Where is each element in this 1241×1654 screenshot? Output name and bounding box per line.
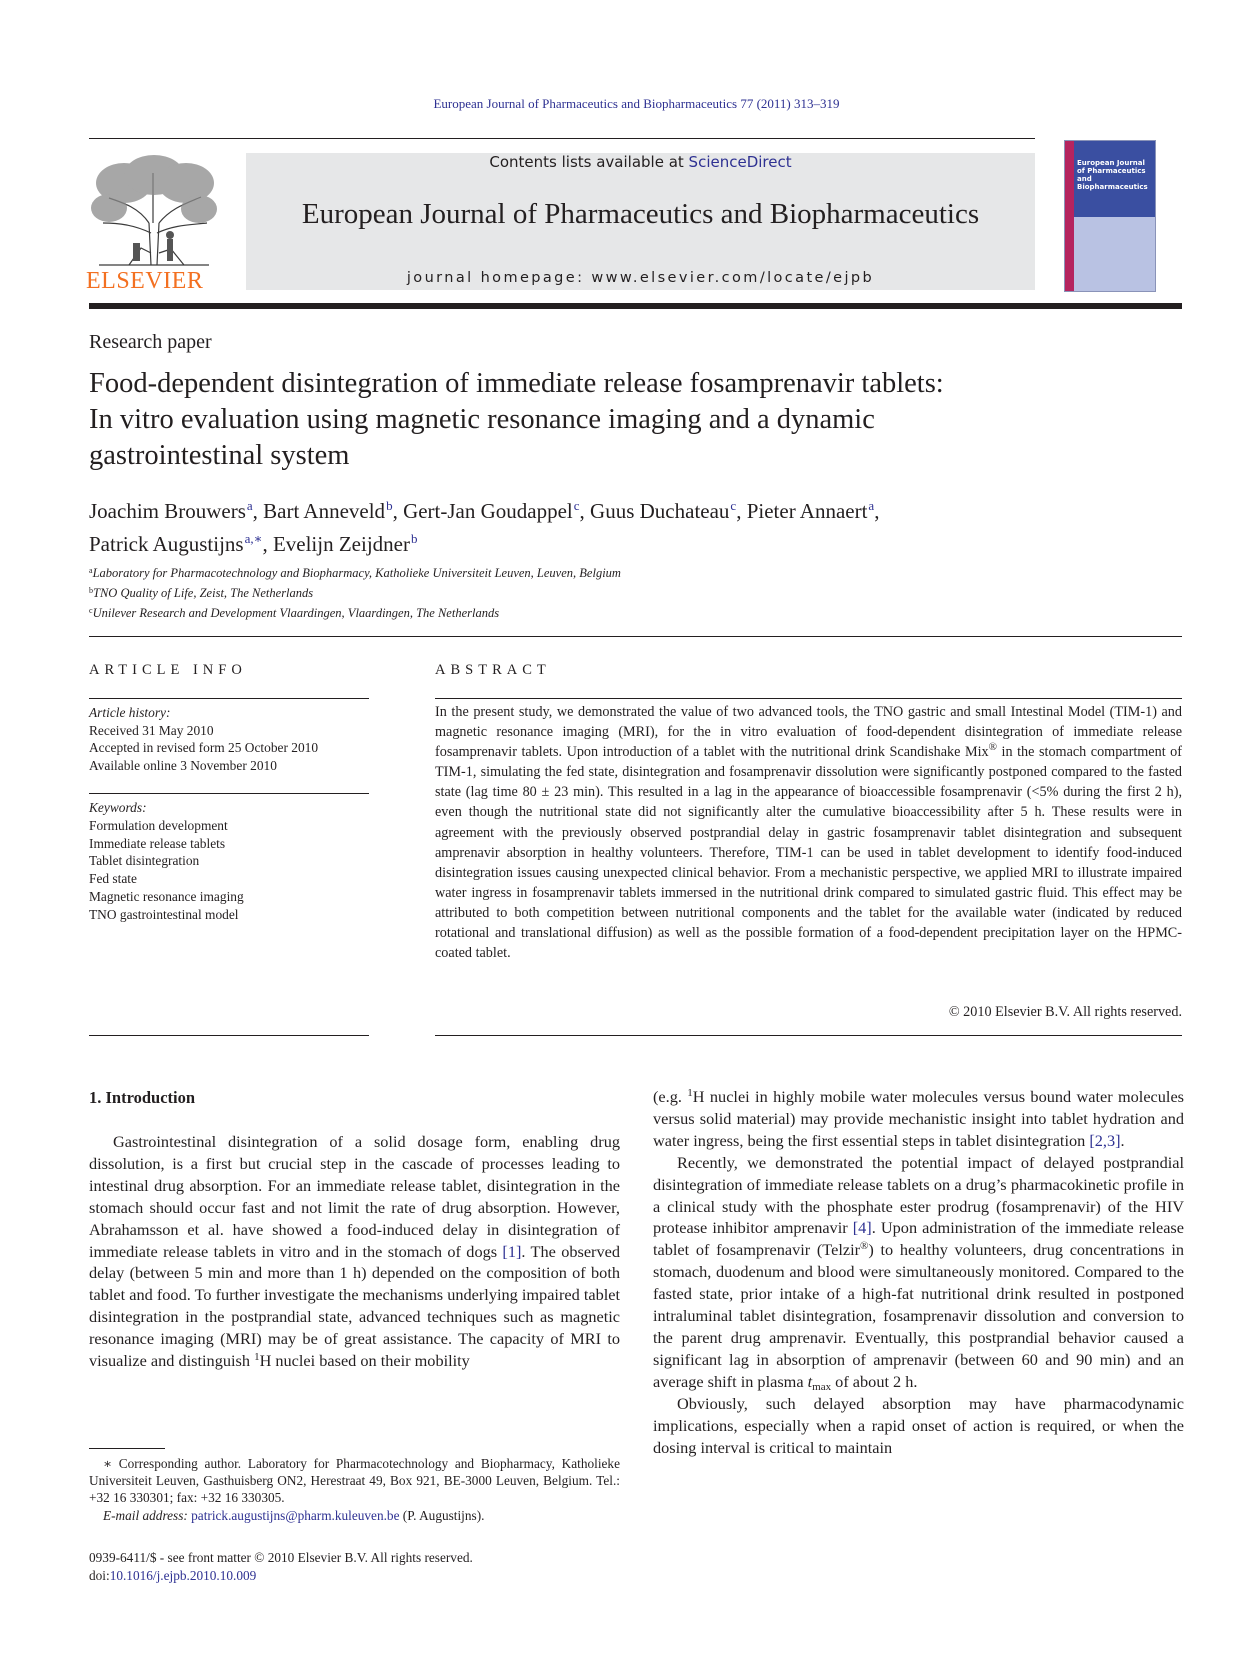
author-name: Gert-Jan Goudappel	[403, 499, 573, 523]
header-thick-rule	[89, 303, 1182, 309]
text-run: .	[1120, 1130, 1125, 1150]
author-name: Pieter Annaert	[746, 499, 868, 523]
cover-side-strip	[1065, 141, 1074, 291]
keyword: TNO gastrointestinal model	[89, 906, 239, 922]
email-label: E-mail address:	[103, 1507, 192, 1523]
abstract-bottom-rule	[435, 1035, 1182, 1036]
front-matter-info	[89, 1549, 473, 1584]
elsevier-wordmark: ELSEVIER	[86, 268, 204, 294]
article-title	[89, 366, 1209, 474]
paragraph: Obviously, such delayed absorption may have pharmacodynamic implications, especially when a rapid onset of action is required, or when the dosing interval is critical to maintain	[653, 1393, 1184, 1457]
history-rule	[89, 793, 369, 794]
title-line: gastrointestinal system	[89, 440, 350, 471]
title-line: In vitro evaluation using magnetic resonance imaging and a dynamic	[89, 404, 875, 435]
author-affiliation-mark[interactable]: b	[411, 531, 418, 546]
article-history-label: Article history:	[89, 705, 171, 720]
keyword: Formulation development	[89, 817, 228, 833]
abstract-part: in the stomach compartment of TIM-1, simulating the fed state, disintegration and fosamprenavir dissolution were significantly postponed compared to the fasted state (lag time 80 ± 23 min). This resulted in a lag in the appearance of bioaccessible fosamprenavir (<5% during the first 2 h), even though the nutritional state did not significantly alter the cumulative bioaccessibility after 5 h. These results were in agreement with the previously observed postprandial delay in gastric fosamprenavir tablet disintegration and subsequent amprenavir absorption in healthy volunteers. Therefore, TIM-1 can be used in tablet development to identify food-induced disintegration issues causing unexpected clinical behavior. From a mechanistic perspective, we applied MRI to illustrate impaired water ingress in fosamprenavir tablets immersed in the nutritional drink compared to simulated gastric fluid. This effect may be attributed to both competition between nutritional components and the tablet for the available water (indicated by reduced rotational and translational diffusion) as well as the possible formation of a food-dependent precipitation layer on the HPMC-coated tablet.	[435, 744, 1182, 962]
paragraph	[653, 1152, 1184, 1393]
footnote-rule	[89, 1448, 165, 1449]
affiliation-mark: c	[89, 606, 93, 615]
affiliation-mark: a	[89, 566, 93, 575]
footnote-body	[89, 1455, 620, 1507]
keyword: Fed state	[89, 871, 137, 887]
abstract-part: In the present study, we demonstrated the value of two advanced tools, the TNO gastric and small Intestinal Model (TIM-1) and magnetic resonance imaging (MRI), for the in vitro evaluation of food-dependent disintegration of immediate release fosamprenavir tablets. Upon introduction of a tablet with the nutritional drink Scandishake Mix	[435, 704, 1182, 761]
reference-link[interactable]: [1]	[502, 1241, 522, 1261]
history-entry: Received 31 May 2010	[89, 722, 214, 738]
affiliation	[89, 602, 621, 622]
doi-link[interactable]: 10.1016/j.ejpb.2010.10.009	[109, 1567, 257, 1583]
affiliation-text: Laboratory for Pharmacotechnology and Biopharmacy, Katholieke Universiteit Leuven, Leuven, Belgium	[92, 566, 621, 580]
doi-label: doi:	[89, 1567, 110, 1583]
keyword: Tablet disintegration	[89, 853, 200, 869]
text-run: (e.g.	[653, 1087, 688, 1106]
author-name: Bart Anneveld	[263, 499, 386, 523]
author-affiliation-mark[interactable]: c	[573, 498, 580, 513]
contents-line	[246, 153, 1035, 171]
author-name: Joachim Brouwers	[89, 499, 246, 523]
subscript: max	[812, 1380, 832, 1393]
author-name: Patrick Augustijns	[89, 532, 244, 556]
email-link[interactable]: patrick.augustijns@pharm.kuleuven.be	[191, 1507, 400, 1523]
journal-name: European Journal of Pharmaceutics and Biopharmaceutics	[301, 198, 980, 230]
author-name: Evelijn Zeijdner	[272, 532, 410, 556]
author-affiliation-mark[interactable]: a	[246, 498, 253, 513]
journal-citation[interactable]: European Journal of Pharmaceutics and Biopharmaceutics 77 (2011) 313–319	[433, 96, 840, 111]
paragraph	[89, 1131, 620, 1372]
affiliation-text: TNO Quality of Life, Zeist, The Netherlands	[93, 586, 314, 600]
keywords	[89, 799, 244, 924]
email-suffix: (P. Augustijns).	[399, 1507, 485, 1523]
abstract-heading: ABSTRACT	[435, 662, 551, 678]
abstract-rule	[435, 698, 1182, 699]
title-line: Food-dependent disintegration of immediate release fosamprenavir tablets:	[89, 368, 944, 399]
affiliation	[89, 562, 621, 582]
author-affiliation-mark[interactable]: a	[868, 498, 875, 513]
article-info-heading: ARTICLE INFO	[89, 662, 247, 678]
cover-title: European Journal of Pharmaceutics and Biopharmaceutics	[1077, 159, 1148, 191]
keyword: Immediate release tablets	[89, 835, 226, 851]
author-affiliation-mark[interactable]: a,∗	[244, 531, 263, 546]
article-info-bottom-rule	[89, 1035, 369, 1036]
affiliation-text: Unilever Research and Development Vlaardingen, Vlaardingen, The Netherlands	[92, 606, 500, 620]
paper-type: Research paper	[89, 331, 212, 353]
affiliations	[89, 562, 621, 622]
email-line	[89, 1507, 620, 1524]
reference-link[interactable]: [2,3]	[1089, 1130, 1121, 1150]
section-heading-introduction: 1. Introduction	[89, 1088, 196, 1107]
header-top-rule	[89, 138, 1035, 139]
journal-cover-thumbnail	[1064, 140, 1156, 292]
abstract-text	[435, 702, 1182, 963]
corresponding-author-footnote	[89, 1455, 620, 1524]
article-info-rule	[89, 698, 369, 699]
text-run: Recently, we demonstrated the potential impact of delayed postprandial disintegration of immediate release tablets on a drug’s pharmacokinetic profile in a clinical study with the phosphate ester prodrug (fosamprenavir) of the HIV protease inhibitor amprenavir	[653, 1152, 1184, 1238]
abstract-copyright: © 2010 Elsevier B.V. All rights reserved.	[948, 1004, 1182, 1020]
author-list: Joachim Brouwers$^a$, Bart Anneveld$^b$, Gert-Jan Goudappel$^c$, Guus Duchateau$^c$, Pieter Annaert$^a$, Patrick Augustijns$^{a,∗}$, Evelijn Zeijdner$^b$	[89, 498, 880, 556]
paragraph	[653, 1086, 1184, 1152]
keyword: Magnetic resonance imaging	[89, 888, 244, 904]
history-entry: Accepted in revised form 25 October 2010	[89, 740, 319, 755]
footnote-text: Corresponding author. Laboratory for Pharmacotechnology and Biopharmacy, Katholieke Universiteit Leuven, Gasthuisberg ON2, Herestraat 49, Box 921, BE-3000 Leuven, Belgium. Tel.: +32 16 330301; fax: +32 16 330305.	[89, 1456, 620, 1506]
author-affiliation-mark[interactable]: b	[386, 498, 393, 513]
footnote-mark: ∗	[103, 1456, 113, 1471]
affiliation	[89, 582, 621, 602]
body-column-left	[89, 1131, 620, 1372]
contents-prefix: Contents lists available at	[489, 153, 689, 171]
text-run: Gastrointestinal disintegration of a solid dosage form, enabling drug dissolution, is a first but crucial step in the cascade of processes leading to intestinal drug absorption. For an immediate release tablet, disintegration in the stomach should occur fast and not limit the rate of drug absorption. However, Abrahamsson et al. have showed a food-induced delay in disintegration of immediate release tablets in vitro and in the stomach of dogs	[89, 1132, 620, 1261]
affiliations-rule	[89, 636, 1182, 637]
text-run: H nuclei based on their mobility	[259, 1351, 470, 1371]
author-affiliation-mark[interactable]: c	[730, 498, 737, 513]
text-run: ) to healthy volunteers, drug concentrations in stomach, duodenum and blood were simultaneously monitored. Compared to the fasted state, prior intake of a high-fat nutritional drink resulted in postponed intraluminal tablet disintegration, fosamprenavir dissolution and conversion to the parent drug amprenavir. Eventually, this postprandial behavior caused a significant lag in absorption of amprenavir (between 60 and 90 min) and an average shift in plasma	[653, 1240, 1185, 1391]
affiliation-mark: b	[89, 586, 93, 595]
sciencedirect-link[interactable]: ScienceDirect	[688, 153, 792, 171]
reference-link[interactable]: [4]	[852, 1218, 872, 1238]
italic-symbol: t	[807, 1371, 813, 1391]
author-name: Guus Duchateau	[590, 499, 730, 523]
keywords-label: Keywords:	[89, 800, 147, 815]
issn-line: 0939-6411/$ - see front matter © 2010 Elsevier B.V. All rights reserved.	[89, 1550, 473, 1565]
text-run: of about 2 h.	[831, 1371, 918, 1391]
history-entry: Available online 3 November 2010	[89, 757, 277, 773]
doi-line	[89, 1567, 473, 1585]
text-run: H nuclei in highly mobile water molecules versus bound water molecules versus solid material) may provide mechanistic insight into tablet hydration and water ingress, being the first essential steps in tablet disintegration	[653, 1087, 1185, 1150]
text-run: . The observed delay (between 5 min and more than 1 h) depended on the composition of both tablet and food. To further investigate the mechanisms underlying impaired tablet disintegration in the postprandial state, advanced techniques such as magnetic resonance imaging (MRI) may be of great assistance. The capacity of MRI to visualize and distinguish	[89, 1241, 620, 1371]
article-history	[89, 704, 318, 774]
registered-mark: ®	[988, 741, 997, 754]
journal-homepage[interactable]: journal homepage: www.elsevier.com/locate/ejpb	[406, 270, 875, 286]
text-run: . Upon administration of the immediate release tablet of fosamprenavir (Telzir	[653, 1218, 1184, 1260]
body-column-right	[653, 1086, 1184, 1458]
superscript: 1	[254, 1351, 260, 1364]
registered-mark: ®	[860, 1240, 869, 1253]
superscript: 1	[687, 1087, 693, 1099]
